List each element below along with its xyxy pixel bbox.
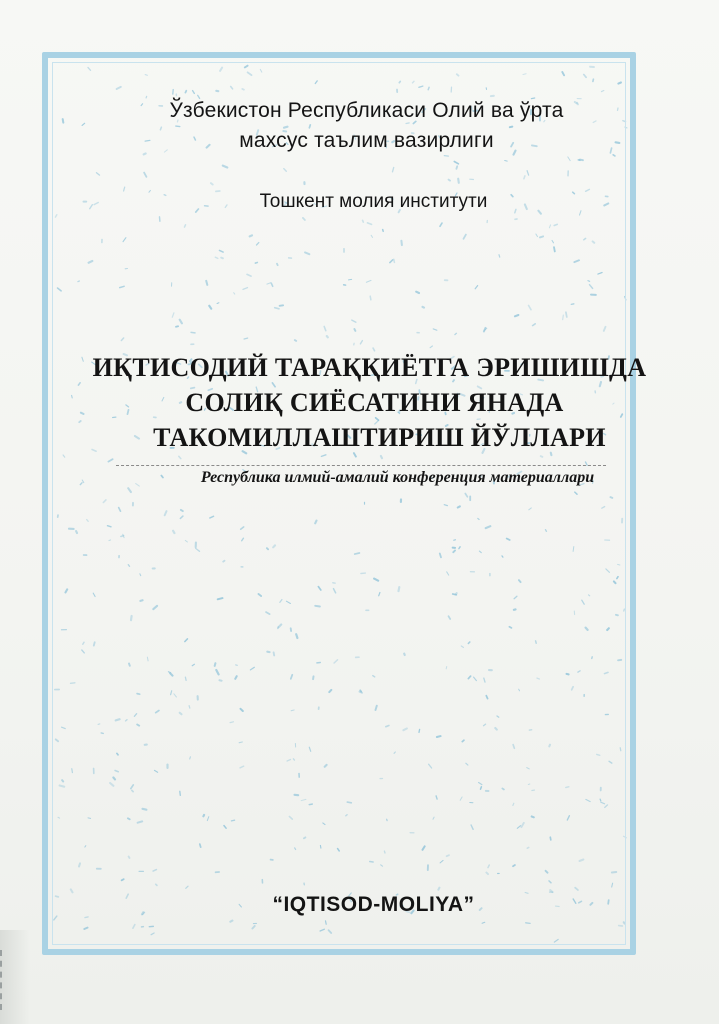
- book-title: [0, 350, 719, 455]
- title-line-1: ИҚТИСОДИЙ ТАРАҚҚИЁТГА ЭРИШИШДА: [92, 353, 647, 382]
- ministry-line-2: махсус таълим вазирлиги: [239, 129, 494, 152]
- book-subtitle: Республика илмий-амалий конференция материаллари: [200, 469, 595, 486]
- edge-mark: [0, 950, 12, 1010]
- ministry-heading: [0, 96, 719, 156]
- ministry-line-1: Ўзбекистон Республикаси Олий ва ўрта: [169, 99, 564, 122]
- title-divider: [116, 465, 606, 466]
- institute-name: Тошкент молия институти: [259, 191, 488, 212]
- title-line-2: СОЛИҚ СИЁСАТИНИ ЯНАДА: [185, 388, 564, 417]
- publisher-name: “IQTISOD-MOLIYA”: [272, 893, 475, 916]
- title-line-3: ТАКОМИЛЛАШТИРИШ ЙЎЛЛАРИ: [153, 423, 606, 452]
